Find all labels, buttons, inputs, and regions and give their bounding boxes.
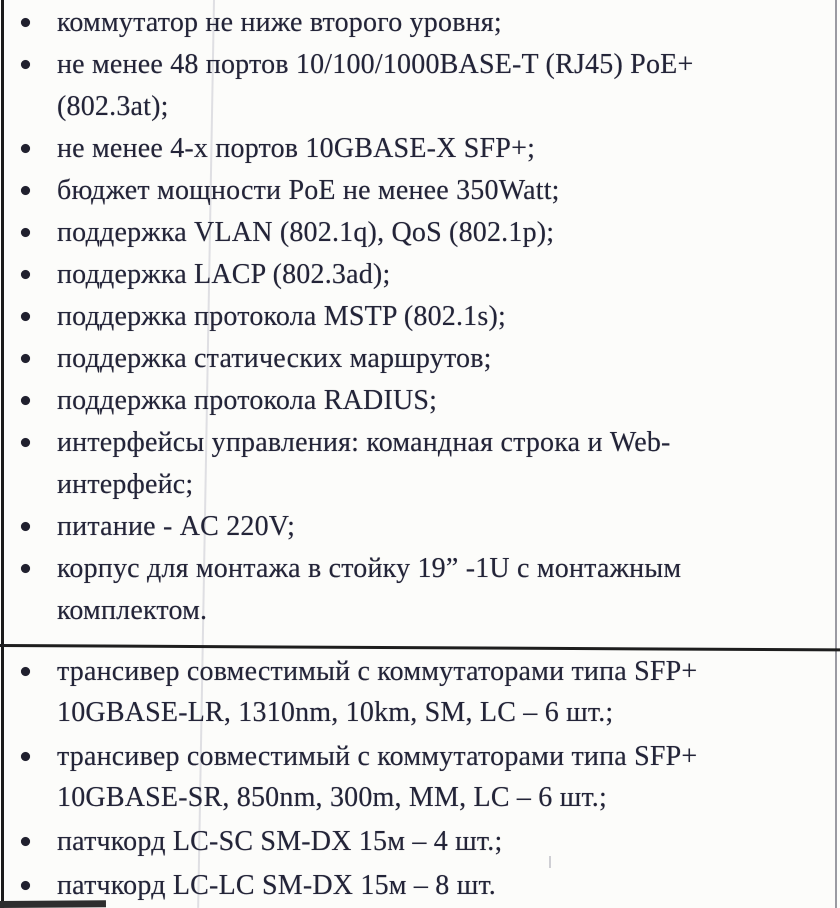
item-line: поддержка статических маршрутов; (57, 343, 492, 374)
bullet-marker (21, 881, 30, 890)
switch-spec-list (0, 2, 836, 632)
item-line: 10GBASE-LR, 1310nm, 10km, SM, LC – 6 шт.; (57, 697, 614, 728)
bullet-marker (21, 186, 30, 195)
item-line: трансивер совместимый с коммутаторами типа SFP+ (57, 656, 698, 687)
list-item (0, 821, 836, 862)
item-line: патчкорд LC-LC SM-DX 15м – 8 шт. (57, 870, 496, 901)
item-line: корпус для монтажа в стойку 19” -1U с монтажным (57, 553, 682, 584)
list-item (0, 128, 836, 170)
bullet-marker (21, 438, 30, 447)
item-line: не менее 4-х портов 10GBASE-X SFP+; (57, 133, 536, 164)
item-line: интерфейсы управления: командная строка и Web- (57, 427, 671, 458)
item-line: бюджет мощности PoE не менее 350Watt; (57, 175, 560, 206)
bullet-marker (21, 522, 30, 531)
bullet-marker (21, 228, 30, 237)
list-item (0, 44, 836, 128)
bullet-marker (21, 312, 30, 321)
list-item (0, 506, 836, 548)
item-line: патчкорд LC-SC SM-DX 15м – 4 шт.; (57, 826, 503, 857)
accessories-spec-list (0, 651, 836, 908)
item-line: 10GBASE-SR, 850nm, 300m, MM, LC – 6 шт.; (57, 782, 607, 813)
list-item (0, 651, 836, 733)
list-item (0, 212, 836, 254)
list-item (0, 296, 836, 338)
item-line: коммутатор не ниже второго уровня; (57, 7, 502, 38)
bullet-marker (21, 837, 30, 846)
list-item (0, 2, 836, 44)
item-line: питание - AC 220V; (57, 511, 296, 542)
item-line: (802.3at); (57, 91, 169, 122)
list-item (0, 254, 836, 296)
item-line: поддержка протокола MSTP (802.1s); (57, 301, 506, 332)
item-line: трансивер совместимый с коммутаторами типа SFP+ (57, 741, 698, 772)
bullet-marker (21, 354, 30, 363)
item-line: поддержка LACP (802.3ad); (57, 259, 391, 290)
item-line: поддержка протокола RADIUS; (57, 385, 438, 416)
item-line: интерфейс; (57, 469, 194, 500)
list-item (0, 736, 836, 818)
bullet-marker (21, 18, 30, 27)
bullet-marker (21, 564, 30, 573)
list-item (0, 338, 836, 380)
item-line: поддержка VLAN (802.1q), QoS (802.1p); (57, 217, 555, 248)
bullet-marker (21, 752, 30, 761)
bullet-marker (21, 144, 30, 153)
list-item (0, 865, 836, 906)
bullet-marker (21, 60, 30, 69)
list-item (0, 380, 836, 422)
list-item (0, 170, 836, 212)
bullet-marker (21, 396, 30, 405)
list-item (0, 422, 836, 506)
bullet-marker (21, 667, 30, 676)
item-line: не менее 48 портов 10/100/1000BASE-T (RJ45) PoE+ (57, 49, 694, 80)
item-line: комплектом. (57, 595, 208, 626)
list-item (0, 548, 836, 632)
bullet-marker (21, 270, 30, 279)
